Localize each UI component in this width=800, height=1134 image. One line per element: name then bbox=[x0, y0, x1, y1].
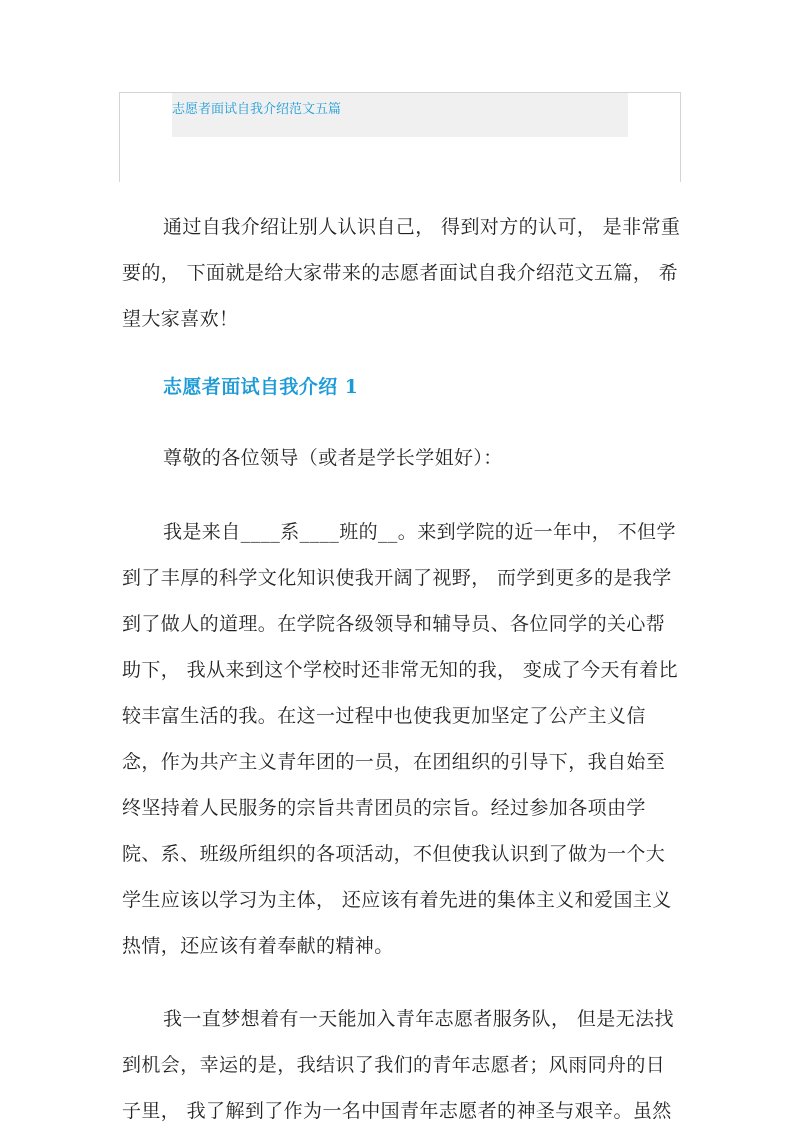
paragraph-line: 院、系、班级所组织的各项活动，不但使我认识到了做为一个大 bbox=[122, 843, 666, 865]
paragraph-line: 念，作为共产主义青年团的一员，在团组织的引导下，我自始至 bbox=[122, 751, 666, 773]
paragraph-line: 我一直梦想着有一天能加入青年志愿者服务队， 但是无法找 bbox=[163, 1008, 674, 1030]
paragraph-line: 终坚持着人民服务的宗旨共青团员的宗旨。经过参加各项由学 bbox=[122, 797, 646, 819]
paragraph-line: 到机会，幸运的是，我结识了我们的青年志愿者；风雨同舟的日 bbox=[122, 1054, 666, 1076]
body-paragraph-2 bbox=[122, 996, 682, 1134]
greeting-line bbox=[122, 435, 682, 481]
greeting-text: 尊敬的各位领导（或者是学长学姐好）： bbox=[163, 447, 503, 469]
document-link-title[interactable]: 志愿者面试自我介绍范文五篇 bbox=[172, 102, 342, 117]
paragraph-line: 热情，还应该有着奉献的精神。 bbox=[122, 935, 394, 957]
paragraph-line: 我是来自____系____班的__。来到学院的近一年中， 不但学 bbox=[163, 521, 676, 543]
section-title: 志愿者面试自我介绍 1 bbox=[163, 376, 359, 398]
paragraph-line: 子里， 我了解到了作为一名中国青年志愿者的神圣与艰辛。虽然 bbox=[122, 1100, 672, 1122]
intro-line: 要的， 下面就是给大家带来的志愿者面试自我介绍范文五篇， 希 bbox=[122, 262, 679, 284]
intro-paragraph bbox=[122, 204, 682, 342]
paragraph-line: 到了做人的道理。在学院各级领导和辅导员、各位同学的关心帮 bbox=[122, 613, 666, 635]
paragraph-line: 助下， 我从来到这个学校时还非常无知的我， 变成了今天有着比 bbox=[122, 659, 679, 681]
body-paragraph-1 bbox=[122, 509, 682, 969]
intro-line: 望大家喜欢！ bbox=[122, 308, 239, 330]
paragraph-line: 学生应该以学习为主体， 还应该有着先进的集体主义和爱国主义 bbox=[122, 889, 672, 911]
intro-line: 通过自我介绍让别人认识自己， 得到对方的认可， 是非常重 bbox=[163, 216, 681, 238]
paragraph-line: 较丰富生活的我。在这一过程中也使我更加坚定了公产主义信 bbox=[122, 705, 646, 727]
paragraph-line: 到了丰厚的科学文化知识使我开阔了视野， 而学到更多的是我学 bbox=[122, 567, 672, 589]
